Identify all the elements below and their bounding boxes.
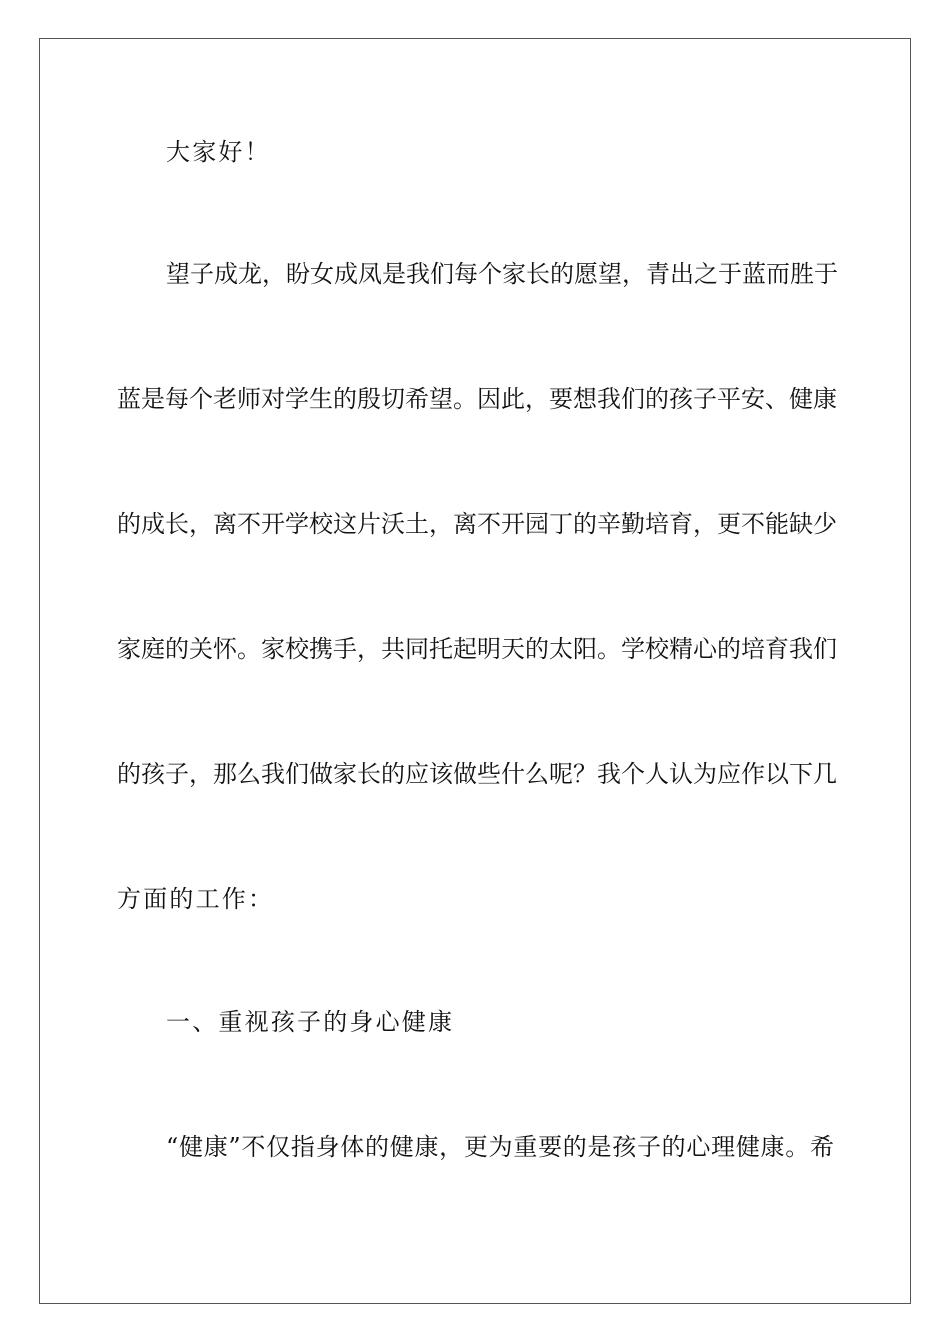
paragraph-1-line-6: 方面的工作： [117, 885, 275, 913]
paragraph-1-line-5: 的孩子，那么我们做家长的应该做些什么呢？我个人认为应作以下几 [117, 760, 837, 788]
paragraph-2-line-1: “健康”不仅指身体的健康，更为重要的是孩子的心理健康。希 [166, 1133, 834, 1161]
paragraph-1-line-2: 蓝是每个老师对学生的殷切希望。因此，要想我们的孩子平安、健康 [117, 385, 837, 413]
greeting-line: 大家好！ [166, 138, 271, 166]
paragraph-1-line-1: 望子成龙，盼女成凤是我们每个家长的愿望，青出之于蓝而胜于 [166, 260, 838, 288]
paragraph-1-line-3: 的成长，离不开学校这片沃土，离不开园丁的辛勤培育，更不能缺少 [117, 510, 837, 538]
page-frame [39, 38, 911, 1304]
paragraph-1-line-4: 家庭的关怀。家校携手，共同托起明天的太阳。学校精心的培育我们 [117, 635, 837, 663]
section-heading: 一、重视孩子的身心健康 [166, 1008, 455, 1036]
